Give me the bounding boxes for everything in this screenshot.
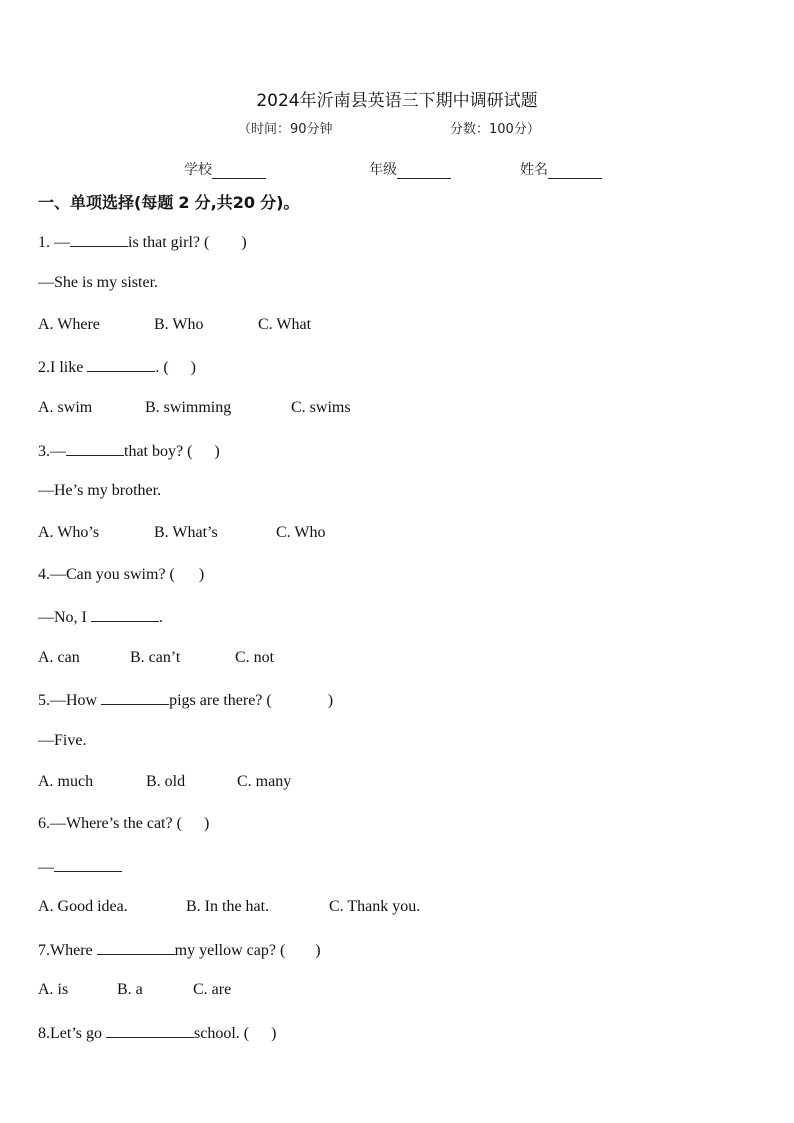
question-4-options <box>38 649 274 667</box>
question-6-options <box>38 898 420 916</box>
question-7-stem: 7.Where my yellow cap? ( ) <box>38 942 321 959</box>
question-1-stem: 1. — is that girl? ( ) <box>38 234 247 251</box>
question-3-reply: —He’s my brother. <box>38 482 162 499</box>
question-8-stem: 8.Let’s go school. ( ) <box>38 1025 277 1042</box>
option-a[interactable]: A. can <box>38 649 80 666</box>
option-a[interactable]: A. Where <box>38 316 100 333</box>
option-a[interactable]: A. much <box>38 773 94 790</box>
option-b[interactable]: B. old <box>146 773 186 790</box>
answer-blank[interactable] <box>97 940 175 955</box>
total-score: 分数：100分） <box>450 122 540 137</box>
option-b[interactable]: B. can’t <box>130 649 181 666</box>
question-7-options <box>38 981 231 999</box>
question-6-stem: 6.—Where’s the cat? ( ) <box>38 815 210 832</box>
option-b[interactable]: B. swimming <box>145 399 232 416</box>
answer-blank[interactable] <box>101 690 169 705</box>
question-3-stem: 3.— that boy? ( ) <box>38 443 220 460</box>
answer-blank[interactable] <box>91 607 159 622</box>
option-b[interactable]: B. Who <box>154 316 204 333</box>
option-c[interactable]: C. are <box>193 981 232 998</box>
option-a[interactable]: A. is <box>38 981 69 998</box>
option-c[interactable]: C. many <box>237 773 292 790</box>
option-b[interactable]: B. What’s <box>154 524 218 541</box>
question-2-options <box>38 399 351 417</box>
school-field[interactable]: 学校 <box>184 159 266 179</box>
question-1-reply: —She is my sister. <box>38 274 159 291</box>
question-3-options <box>38 524 325 542</box>
question-4-reply: —No, I . <box>38 609 163 626</box>
option-c[interactable]: C. swims <box>291 399 351 416</box>
option-a[interactable]: A. Good idea. <box>38 898 128 915</box>
option-b[interactable]: B. a <box>117 981 143 998</box>
option-c[interactable]: C. not <box>235 649 275 666</box>
option-c[interactable]: C. Thank you. <box>329 898 421 915</box>
option-c[interactable]: C. Who <box>276 524 326 541</box>
question-1-options <box>38 316 311 334</box>
question-5-reply: —Five. <box>38 732 87 749</box>
section-heading: 一、单项选择(每题 2 分,共20 分)。 <box>38 193 300 212</box>
answer-blank[interactable] <box>87 357 155 372</box>
question-5-options <box>38 773 291 791</box>
grade-field[interactable]: 年级 <box>369 159 451 179</box>
question-5-stem: 5.—How pigs are there? ( ) <box>38 692 334 709</box>
exam-title: 2024年沂南县英语三下期中调研试题 <box>256 91 538 111</box>
option-a[interactable]: A. swim <box>38 399 93 416</box>
question-2-stem: 2.I like . ( ) <box>38 359 196 376</box>
time-limit: （时间：90分钟 <box>238 122 333 137</box>
answer-blank[interactable] <box>106 1023 194 1038</box>
name-field[interactable]: 姓名 <box>520 159 602 179</box>
question-4-stem: 4.—Can you swim? ( ) <box>38 566 205 583</box>
student-info <box>0 159 794 181</box>
option-c[interactable]: C. What <box>258 316 312 333</box>
answer-blank[interactable] <box>66 441 124 456</box>
answer-blank[interactable] <box>70 232 128 247</box>
answer-blank[interactable] <box>54 857 122 872</box>
option-a[interactable]: A. Who’s <box>38 524 100 541</box>
question-6-reply: — <box>38 857 122 877</box>
option-b[interactable]: B. In the hat. <box>186 898 270 915</box>
